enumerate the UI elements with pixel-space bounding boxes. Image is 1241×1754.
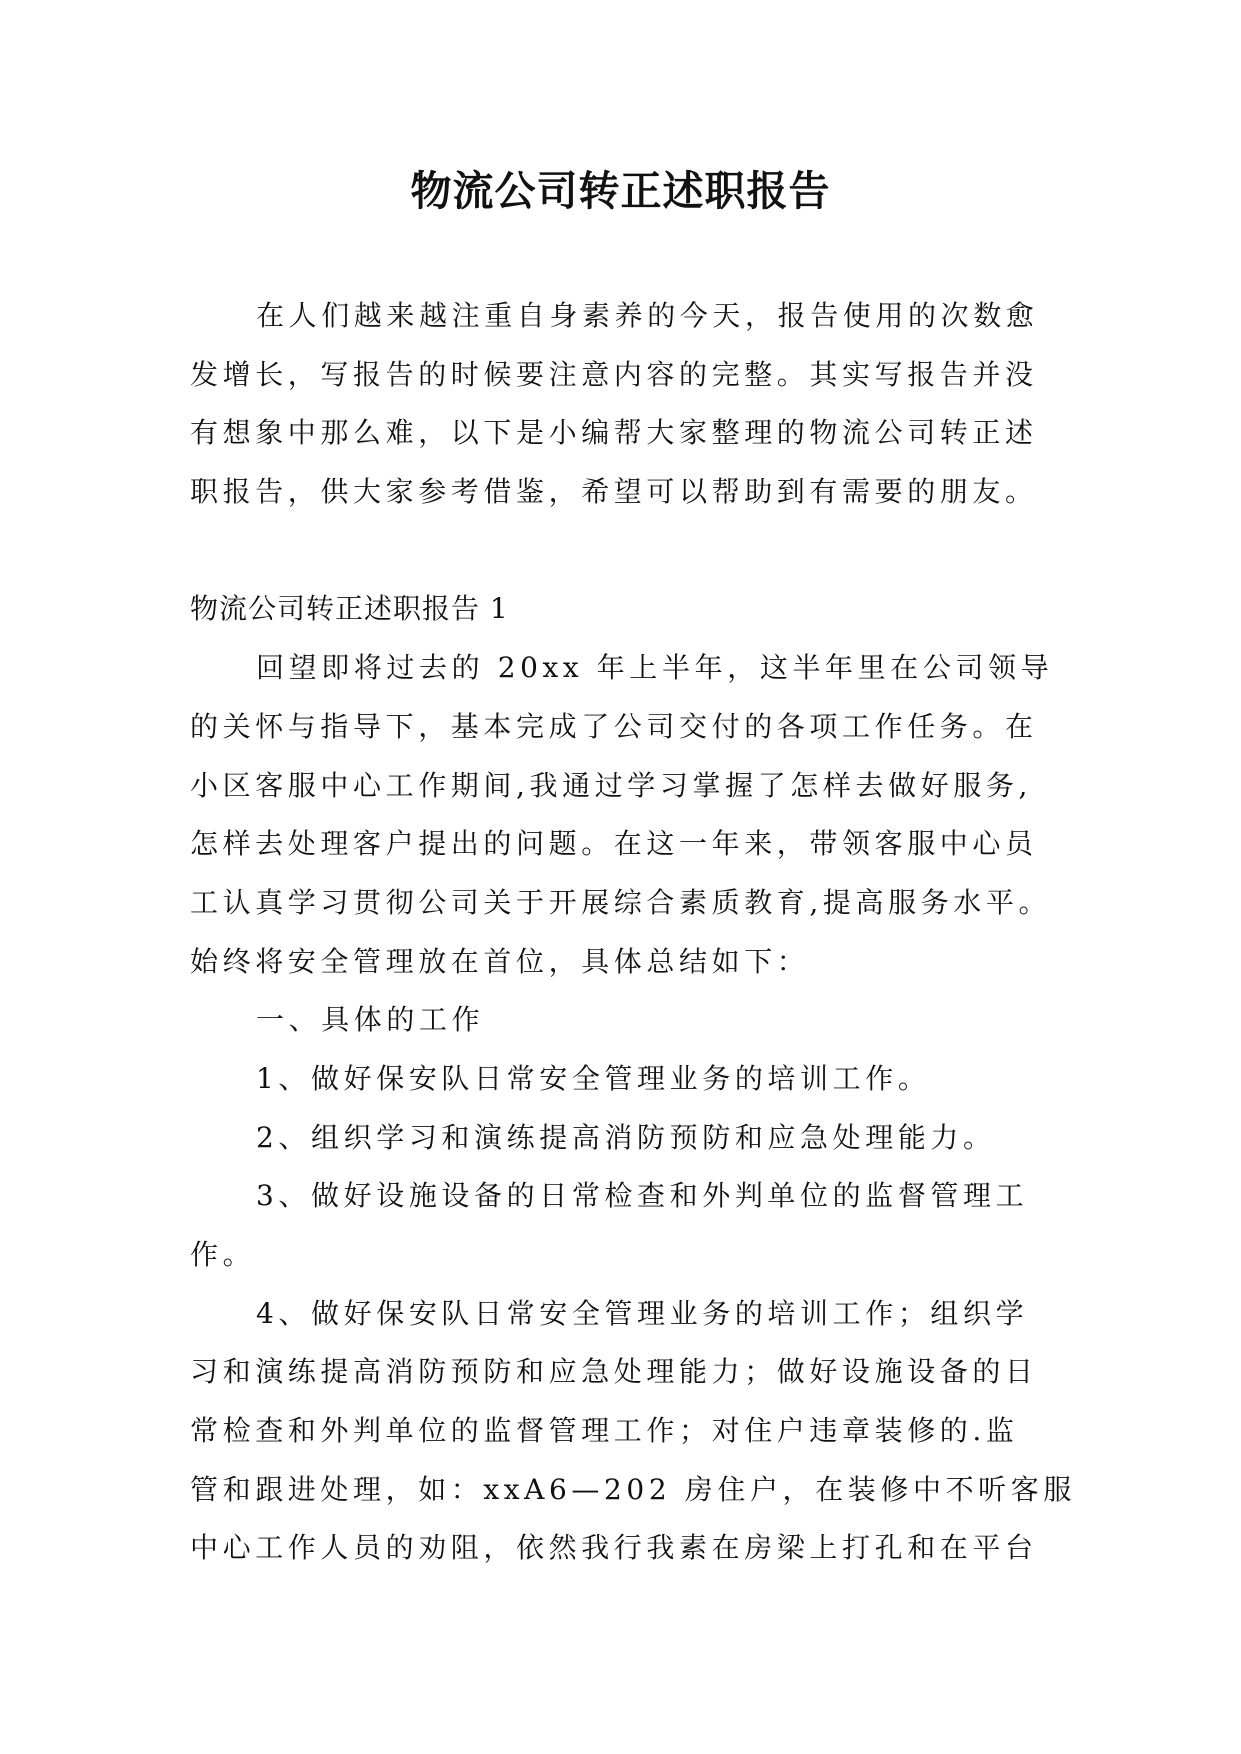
text-line: 习和演练提高消防预防和应急处理能力；做好设施设备的日: [190, 1355, 1038, 1389]
paragraph: [190, 287, 1070, 522]
text-line: 小区客服中心工作期间,我通过学习掌握了怎样去做好服务,: [190, 768, 1033, 802]
text-line: 始终将安全管理放在首位，具体总结如下：: [190, 944, 810, 978]
text-line: 的关怀与指导下，基本完成了公司交付的各项工作任务。在: [190, 709, 1038, 743]
text-line: 怎样去处理客户提出的问题。在这一年来，带领客服中心员: [190, 827, 1038, 861]
text-line: 有想象中那么难，以下是小编帮大家整理的物流公司转正述: [190, 416, 1038, 450]
document-body: [190, 287, 1076, 1578]
text-line: 作。: [190, 1238, 256, 1271]
text-line: 回望即将过去的 20xx 年上半年，这半年里在公司领导: [256, 651, 1054, 685]
paragraph: [190, 1050, 1070, 1109]
section-heading: 物流公司转正述职报告 1: [190, 592, 509, 626]
blank-line: [190, 522, 1070, 581]
text-line: 职报告，供大家参考借鉴，希望可以帮助到有需要的朋友。: [190, 475, 1038, 509]
paragraph: [190, 580, 1070, 639]
text-line: 工认真学习贯彻公司关于开展综合素质教育,提高服务水平。: [190, 885, 1052, 919]
text-line: 常检查和外判单位的监督管理工作；对住户违章装修的.监: [190, 1414, 1019, 1448]
text-line: 一、具体的工作: [256, 1003, 485, 1037]
paragraph: [190, 639, 1070, 991]
paragraph: [190, 991, 1070, 1050]
text-line: 在人们越来越注重自身素养的今天，报告使用的次数愈: [256, 299, 1039, 332]
text-line: 4、做好保安队日常安全管理业务的培训工作；组织学: [256, 1296, 1029, 1330]
text-line: 发增长，写报告的时候要注意内容的完整。其实写报告并没: [190, 357, 1038, 391]
paragraph: [190, 1109, 1070, 1168]
paragraph: [190, 1285, 1076, 1578]
text-line: 中心工作人员的劝阻，依然我行我素在房梁上打孔和在平台: [190, 1531, 1038, 1565]
text-line: 3、做好设施设备的日常检查和外判单位的监督管理工: [256, 1179, 1029, 1213]
text-line: 管和跟进处理，如：xxA6—202 房住户，在装修中不听客服: [190, 1472, 1076, 1506]
document-title: 物流公司转正述职报告: [410, 167, 831, 215]
paragraph: [190, 1167, 1070, 1284]
text-line: 2、组织学习和演练提高消防预防和应急处理能力。: [256, 1120, 996, 1154]
text-line: 1、做好保安队日常安全管理业务的培训工作。: [256, 1061, 931, 1095]
